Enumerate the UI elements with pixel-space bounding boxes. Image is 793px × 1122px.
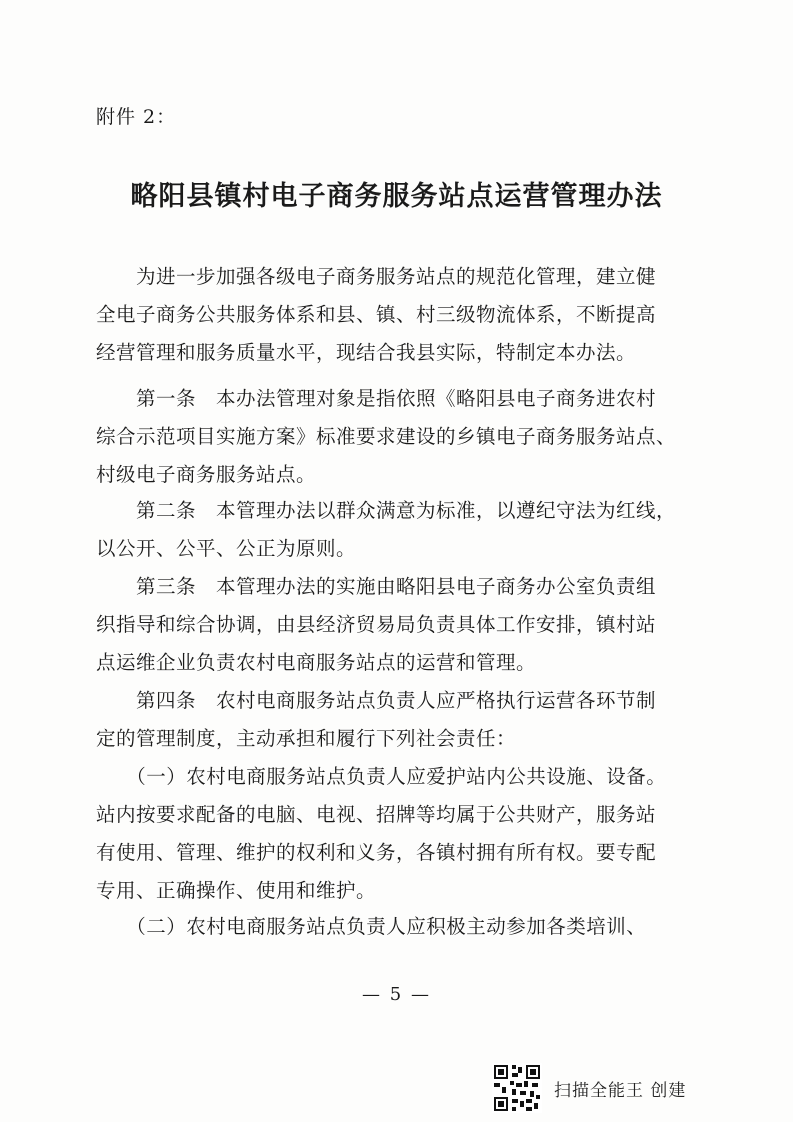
text-line: 经营管理和服务质量水平，现结合我县实际，特制定本办法。 bbox=[96, 341, 637, 364]
text-line: 定的管理制度，主动承担和履行下列社会责任： bbox=[96, 727, 517, 750]
paragraph-item-2 bbox=[96, 908, 696, 946]
text-line: （一）农村电商服务站点负责人应爱护站内公共设施、设备。 bbox=[96, 765, 667, 788]
text-line: 站内按要求配备的电脑、电视、招牌等均属于公共财产，服务站 bbox=[96, 803, 657, 826]
paragraph-article-1 bbox=[96, 380, 696, 494]
scanner-watermark bbox=[492, 1062, 686, 1114]
text-line: 第二条 本管理办法以群众满意为标准，以遵纪守法为红线， bbox=[96, 499, 677, 522]
page-number: — 5 — bbox=[362, 984, 431, 1005]
paragraph-article-4 bbox=[96, 682, 696, 758]
text-line: 综合示范项目实施方案》标准要求建设的乡镇电子商务服务站点、 bbox=[96, 425, 677, 448]
watermark-text: 扫描全能王 创建 bbox=[554, 1080, 687, 1101]
text-line: （二）农村电商服务站点负责人应积极主动参加各类培训、 bbox=[96, 915, 647, 938]
paragraph-article-2 bbox=[96, 492, 696, 568]
text-line: 有使用、管理、维护的权利和义务，各镇村拥有所有权。要专配 bbox=[96, 841, 657, 864]
document-title: 略阳县镇村电子商务服务站点运营管理办法 bbox=[130, 181, 663, 212]
text-line: 第三条 本管理办法的实施由略阳县电子商务办公室负责组 bbox=[96, 575, 657, 598]
text-line: 以公开、公平、公正为原则。 bbox=[96, 537, 357, 560]
text-line: 织指导和综合协调，由县经济贸易局负责具体工作安排，镇村站 bbox=[96, 613, 657, 636]
text-line: 专用、正确操作、使用和维护。 bbox=[96, 879, 377, 902]
attachment-label: 附件 2： bbox=[96, 106, 177, 128]
text-line: 第一条 本办法管理对象是指依照《略阳县电子商务进农村 bbox=[96, 387, 657, 410]
text-line: 村级电子商务服务站点。 bbox=[96, 463, 317, 486]
text-line: 为进一步加强各级电子商务服务站点的规范化管理，建立健 bbox=[96, 265, 657, 288]
text-line: 点运维企业负责农村电商服务站点的运营和管理。 bbox=[96, 651, 537, 674]
text-line: 全电子商务公共服务体系和县、镇、村三级物流体系，不断提高 bbox=[96, 303, 657, 326]
qr-code-icon bbox=[492, 1063, 542, 1113]
paragraph-intro bbox=[96, 258, 696, 372]
paragraph-item-1 bbox=[96, 758, 696, 910]
text-line: 第四条 农村电商服务站点负责人应严格执行运营各环节制 bbox=[96, 689, 657, 712]
paragraph-article-3 bbox=[96, 568, 696, 682]
